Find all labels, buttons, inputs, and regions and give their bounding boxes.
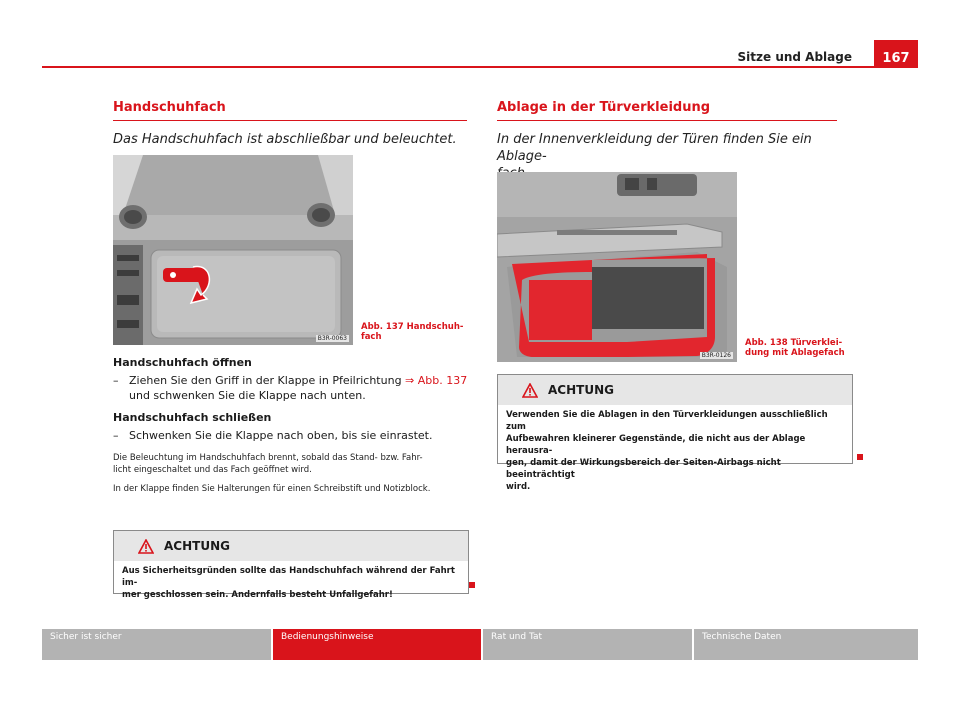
subheading-close: Handschuhfach schließen [113,411,272,424]
warning-box-door [497,374,853,492]
left-body [113,356,473,495]
figure-reference-link[interactable]: ⇒ Abb. 137 [405,374,468,387]
section-end-marker [469,582,475,588]
step-open: – Ziehen Sie den Griff in der Klappe in Pfeilrichtung ⇒ Abb. 137 und schwenken Sie die Klappe nach unten. [113,374,468,402]
section-end-marker [857,454,863,460]
warning-triangle-icon [522,383,538,398]
door-panel-illustration [497,172,737,362]
figure-code: B3R-0063 [317,335,347,342]
figure-caption-137: Abb. 137 Handschuh- fach [361,322,464,342]
warning-title: ACHTUNG [548,383,614,397]
section-title-glovebox: Handschuhfach [113,100,467,121]
right-section [497,100,837,182]
figure-glovebox-photo [113,155,353,345]
running-header-title: Sitze und Ablage [737,50,852,64]
warning-header [114,531,468,561]
figure-code: B3R-0126 [701,352,731,359]
glovebox-illustration [113,155,353,345]
step-close: – Schwenken Sie die Klappe nach oben, bis sie einrastet. [113,429,433,442]
figure-door-panel-photo [497,172,737,362]
page-number: 167 [874,40,918,68]
step-dash: – [113,429,119,442]
warning-triangle-icon [138,539,154,554]
footer-tab-advice[interactable]: Rat und Tat [483,629,692,660]
warning-text: Aus Sicherheitsgründen sollte das Handschuhfach während der Fahrt im- mer geschlossen sein. Andernfalls besteht Unfallgefahr! [122,566,455,600]
warning-text: Verwenden Sie die Ablagen in den Türverkleidungen ausschließlich zum Aufbewahren kleinerer Gegenstände, die nicht aus der Ablage herausra- gen, damit der Wirkungsbereich der Seiten-Airbags nicht beeinträchtigt wird. [506,410,828,492]
note-lighting: Die Beleuchtung im Handschuhfach brennt, sobald das Stand- bzw. Fahr- licht eingeschaltet und das Fach geöffnet wird. [113,453,423,475]
footer-tab-safety[interactable]: Sicher ist sicher [42,629,271,660]
section-intro: In der Innenverkleidung der Türen finden Sie ein Ablage- [497,132,812,164]
left-section [113,100,467,148]
warning-box-glovebox [113,530,469,600]
header-rule [42,66,918,68]
step-dash: – [113,374,119,387]
warning-header [498,375,852,405]
warning-title: ACHTUNG [164,539,230,553]
footer-tab-technical-data[interactable]: Technische Daten [694,629,918,660]
figure-caption-138: Abb. 138 Türverklei- dung mit Ablagefach [745,338,845,358]
footer-tab-operation-active[interactable]: Bedienungshinweise [273,629,481,660]
section-title-door-storage: Ablage in der Türverkleidung [497,100,837,121]
subheading-open: Handschuhfach öffnen [113,356,252,369]
section-intro: Das Handschuhfach ist abschließbar und beleuchtet. [113,132,457,147]
note-holders: In der Klappe finden Sie Halterungen für einen Schreibstift und Notizblock. [113,484,431,494]
